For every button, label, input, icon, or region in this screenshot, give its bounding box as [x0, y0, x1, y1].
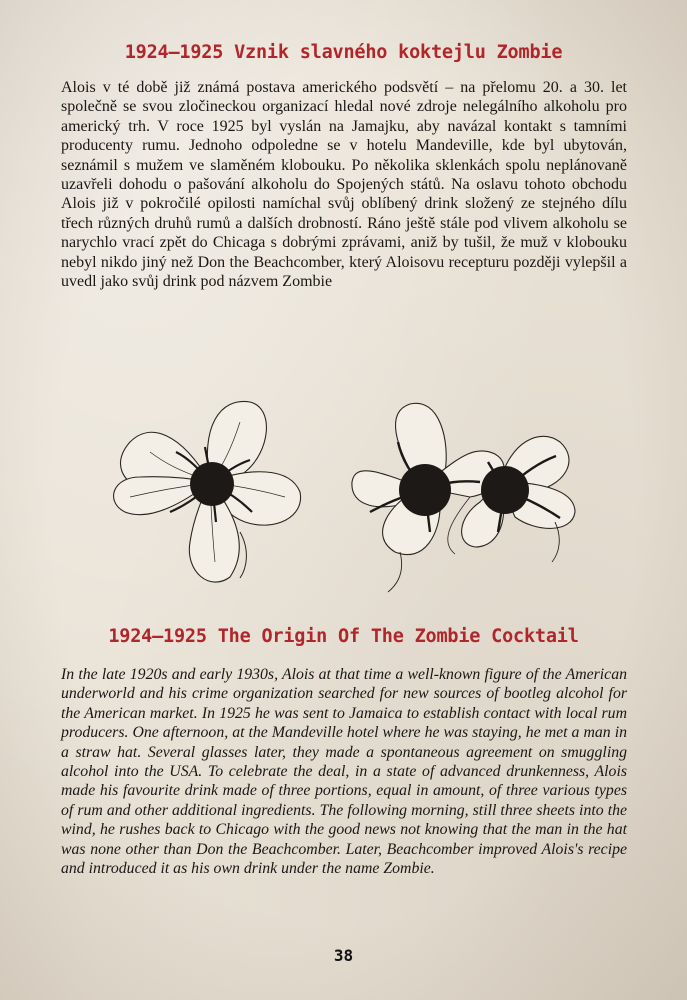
hibiscus-flower-pair-icon — [352, 403, 575, 592]
hibiscus-illustration — [0, 372, 687, 612]
english-heading: 1924—1925 The Origin Of The Zombie Cocktail — [108, 626, 579, 647]
hibiscus-flower-icon — [114, 401, 301, 582]
page-number: 38 — [333, 946, 354, 965]
czech-paragraph: Alois v té době již známá postava amerického podsvětí – na přelomu 20. a 30. let společně se svou zločineckou organizací hledal nové zdroje nelegálního alkoholu pro americký trh. V roce 1925 byl vyslán na Jamajku, aby navázal kontakt s tamními producenty rumu. Jednoho odpoledne se v hotelu Mandeville, kde byl ubytován, seznámil s mužem ve slaměném klobouku. Po několika sklenkách spolu neplánovaně uzavřeli dohodu o pašování alkoholu do Spojených států. Na oslavu tohoto obchodu Alois již v pokročilé opilosti namíchal svůj oblíbený drink složený ze stejného dílu třech různých druhů rumů a dalších drobností. Ráno ještě stále pod vlivem alkoholu se narychlo vrací zpět do Chicaga s dobrými zprávami, aniž by tušil, že muž v klobouku nebyl nikdo jiný než Don the Beachcomber, který Aloisovu recepturu později vylepšil a uvedl jako svůj drink pod názvem Zombie — [61, 79, 627, 291]
english-paragraph: In the late 1920s and early 1930s, Alois at that time a well-known figure of the American underworld and his crime organization searched for new sources of bootleg alcohol for the American market. In 1925 he was sent to Jamaica to establish contact with local rum producers. One afternoon, at the Mandeville hotel where he was staying, he met a man in a straw hat. Several glasses later, they made a spontaneous agreement on smuggling alcohol into the USA. To celebrate the deal, in a state of advanced drunkenness, Alois made his favourite drink made of three portions, equal in amount, of three various types of rum and other additional ingredients. The following morning, still three sheets into the wind, he rushes back to Chicago with the good news not knowing that the man in the hat was none other than Don the Beachcomber. Later, Beachcomber improved Alois's recipe and introduced it as his own drink under the name Zombie. — [61, 666, 627, 878]
czech-heading: 1924—1925 Vznik slavného koktejlu Zombie — [124, 42, 563, 63]
